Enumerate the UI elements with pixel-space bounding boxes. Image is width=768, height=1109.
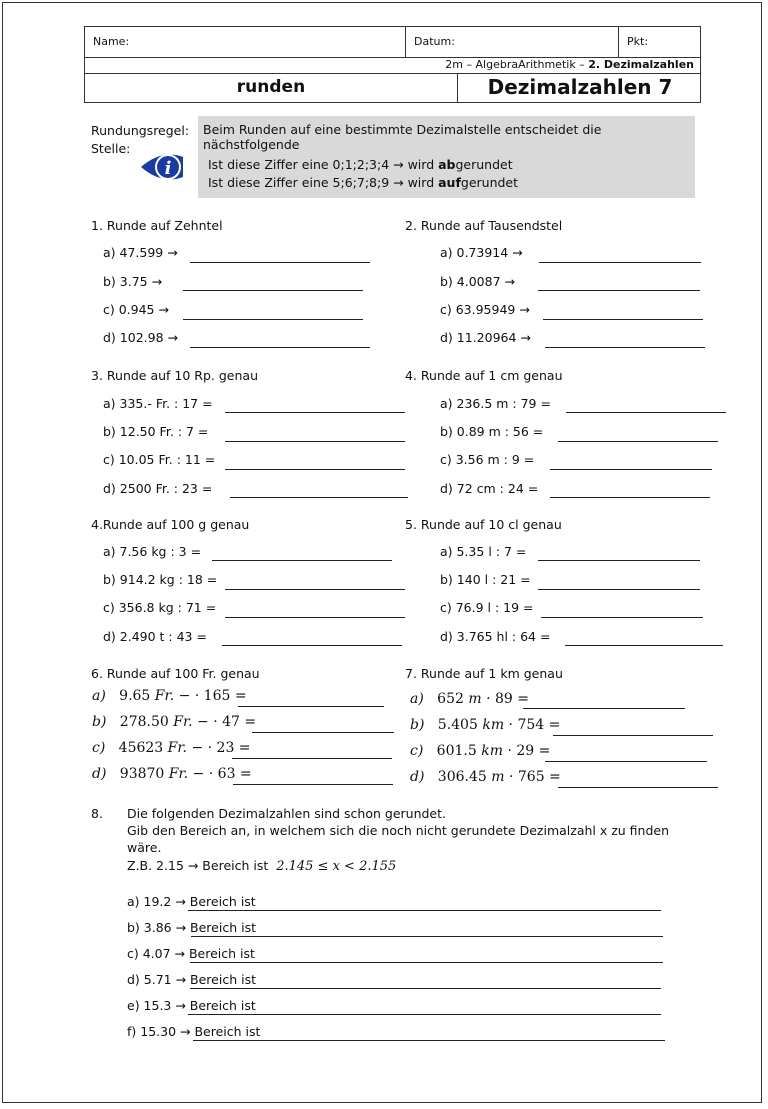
exercise-6b: b) 140 l : 21 = bbox=[440, 572, 531, 587]
exercise-4b: b) 0.89 m : 56 = bbox=[440, 424, 544, 439]
exercise-5d: d) 2.490 t : 43 = bbox=[103, 629, 207, 644]
pkt-label: Pkt: bbox=[627, 35, 649, 48]
exercise-2a: a) 0.73914 → bbox=[440, 245, 523, 260]
exercise-1a: a) 47.599 → bbox=[103, 245, 178, 260]
answer-line-6a[interactable] bbox=[538, 560, 700, 561]
header-row-topic bbox=[85, 57, 700, 74]
header-row-fields bbox=[85, 27, 700, 58]
title-left: runden bbox=[236, 77, 306, 97]
answer-line-4c[interactable] bbox=[550, 469, 712, 470]
rule-line-1: Beim Runden auf eine bestimmte Dezimalstelle entscheidet die nächstfolgende bbox=[203, 122, 602, 152]
answer-line-2c[interactable] bbox=[543, 319, 703, 320]
answer-line-8a[interactable] bbox=[523, 708, 685, 709]
answer-line-5a[interactable] bbox=[212, 560, 392, 561]
exercise-3d: d) 2500 Fr. : 23 = bbox=[103, 481, 213, 496]
pkt-field[interactable] bbox=[619, 27, 699, 57]
exercise-7b: b) 278.50 Fr. − · 47 = bbox=[92, 714, 257, 730]
exercise-3a: a) 335.- Fr. : 17 = bbox=[103, 396, 213, 411]
rule-line-3: Ist diese Ziffer eine 5;6;7;8;9 → wird aufgerundet bbox=[208, 175, 519, 190]
answer-line-9d[interactable] bbox=[190, 988, 661, 989]
answer-line-9c[interactable] bbox=[190, 962, 663, 963]
section-3-title: 3. Runde auf 10 Rp. genau bbox=[91, 368, 258, 383]
section-6-title: 5. Runde auf 10 cl genau bbox=[405, 517, 562, 532]
answer-line-5d[interactable] bbox=[222, 645, 402, 646]
exercise-2c: c) 63.95949 → bbox=[440, 302, 530, 317]
worksheet-header bbox=[84, 26, 701, 103]
answer-line-3b[interactable] bbox=[225, 441, 405, 442]
answer-line-2a[interactable] bbox=[539, 262, 701, 263]
answer-line-6d[interactable] bbox=[565, 645, 723, 646]
answer-line-6b[interactable] bbox=[538, 589, 700, 590]
info-icon bbox=[140, 145, 184, 189]
answer-line-2b[interactable] bbox=[538, 290, 700, 291]
section-9-intro-3: wäre. bbox=[127, 840, 162, 855]
exercise-8d: d) 306.45 m · 765 = bbox=[410, 769, 561, 785]
answer-line-1c[interactable] bbox=[183, 319, 363, 320]
answer-line-3c[interactable] bbox=[225, 469, 405, 470]
exercise-6a: a) 5.35 l : 7 = bbox=[440, 544, 527, 559]
exercise-2d: d) 11.20964 → bbox=[440, 330, 531, 345]
answer-line-9f[interactable] bbox=[193, 1040, 665, 1041]
exercise-7d: d) 93870 Fr. − · 63 = bbox=[92, 766, 252, 782]
exercise-1c: c) 0.945 → bbox=[103, 302, 169, 317]
exercise-4d: d) 72 cm : 24 = bbox=[440, 481, 539, 496]
section-1-title: 1. Runde auf Zehntel bbox=[91, 218, 223, 233]
answer-line-5b[interactable] bbox=[225, 589, 405, 590]
answer-line-6c[interactable] bbox=[541, 617, 703, 618]
section-9-number: 8. bbox=[91, 806, 103, 821]
exercise-5a: a) 7.56 kg : 3 = bbox=[103, 544, 202, 559]
rule-box bbox=[198, 116, 695, 198]
answer-line-9e[interactable] bbox=[188, 1014, 661, 1015]
answer-line-8b[interactable] bbox=[553, 735, 713, 736]
info-icon-letter: i bbox=[164, 158, 172, 179]
section-9-intro-1: Die folgenden Dezimalzahlen sind schon gerundet. bbox=[127, 806, 446, 821]
topic-line: 2m – AlgebraArithmetik – 2. Dezimalzahlen bbox=[445, 58, 694, 71]
exercise-2b: b) 4.0087 → bbox=[440, 274, 515, 289]
answer-line-3d[interactable] bbox=[230, 497, 408, 498]
rule-line-2: Ist diese Ziffer eine 0;1;2;3;4 → wird abgerundet bbox=[208, 157, 513, 172]
section-8-title: 7. Runde auf 1 km genau bbox=[405, 666, 563, 681]
section-9-example: Z.B. 2.15 → Bereich ist 2.145 ≤ x < 2.155 bbox=[127, 858, 397, 874]
answer-line-7d[interactable] bbox=[233, 784, 393, 785]
exercise-1b: b) 3.75 → bbox=[103, 274, 163, 289]
answer-line-5c[interactable] bbox=[225, 617, 405, 618]
answer-line-4a[interactable] bbox=[566, 412, 726, 413]
range-item-b: b) 3.86 → Bereich ist bbox=[127, 920, 256, 935]
exercise-8c: c) 601.5 km · 29 = bbox=[410, 743, 551, 759]
exercise-5c: c) 356.8 kg : 71 = bbox=[103, 600, 217, 615]
datum-field[interactable] bbox=[406, 27, 618, 57]
section-5-title: 4.Runde auf 100 g genau bbox=[91, 517, 250, 532]
range-item-f: f) 15.30 → Bereich ist bbox=[127, 1024, 261, 1039]
exercise-1d: d) 102.98 → bbox=[103, 330, 178, 345]
exercise-8a: a) 652 m · 89 = bbox=[410, 691, 529, 707]
answer-line-7b[interactable] bbox=[252, 732, 394, 733]
section-4-title: 4. Runde auf 1 cm genau bbox=[405, 368, 563, 383]
exercise-6c: c) 76.9 l : 19 = bbox=[440, 600, 534, 615]
answer-line-4d[interactable] bbox=[550, 497, 710, 498]
answer-line-7a[interactable] bbox=[238, 706, 384, 707]
answer-line-8c[interactable] bbox=[545, 761, 707, 762]
answer-line-7c[interactable] bbox=[232, 758, 392, 759]
header-row-titles bbox=[85, 74, 700, 103]
range-item-c: c) 4.07 → Bereich ist bbox=[127, 946, 255, 961]
range-item-a: a) 19.2 → Bereich ist bbox=[127, 894, 256, 909]
answer-line-9b[interactable] bbox=[191, 936, 663, 937]
title-right: Dezimalzahlen 7 bbox=[487, 75, 673, 99]
answer-line-3a[interactable] bbox=[225, 412, 405, 413]
exercise-6d: d) 3.765 hl : 64 = bbox=[440, 629, 551, 644]
rule-label: Rundungsregel: Stelle: bbox=[91, 123, 190, 156]
answer-line-1b[interactable] bbox=[183, 290, 363, 291]
section-9-intro-2: Gib den Bereich an, in welchem sich die noch nicht gerundete Dezimalzahl x zu finden bbox=[127, 823, 670, 838]
name-label: Name: bbox=[93, 35, 130, 48]
exercise-8b: b) 5.405 km · 754 = bbox=[410, 717, 561, 733]
datum-label: Datum: bbox=[414, 35, 455, 48]
name-field[interactable] bbox=[85, 27, 405, 57]
answer-line-1d[interactable] bbox=[190, 347, 370, 348]
exercise-4c: c) 3.56 m : 9 = bbox=[440, 452, 535, 467]
exercise-4a: a) 236.5 m : 79 = bbox=[440, 396, 551, 411]
answer-line-2d[interactable] bbox=[545, 347, 705, 348]
section-7-title: 6. Runde auf 100 Fr. genau bbox=[91, 666, 260, 681]
exercise-3c: c) 10.05 Fr. : 11 = bbox=[103, 452, 216, 467]
exercise-7a: a) 9.65 Fr. − · 165 = bbox=[92, 688, 247, 704]
answer-line-8d[interactable] bbox=[558, 787, 718, 788]
answer-line-1a[interactable] bbox=[190, 262, 370, 263]
exercise-3b: b) 12.50 Fr. : 7 = bbox=[103, 424, 209, 439]
exercise-7c: c) 45623 Fr. − · 23 = bbox=[92, 740, 251, 756]
range-item-e: e) 15.3 → Bereich ist bbox=[127, 998, 256, 1013]
exercise-5b: b) 914.2 kg : 18 = bbox=[103, 572, 218, 587]
answer-line-4b[interactable] bbox=[558, 441, 718, 442]
answer-line-9a[interactable] bbox=[188, 910, 661, 911]
section-2-title: 2. Runde auf Tausendstel bbox=[405, 218, 563, 233]
range-item-d: d) 5.71 → Bereich ist bbox=[127, 972, 256, 987]
